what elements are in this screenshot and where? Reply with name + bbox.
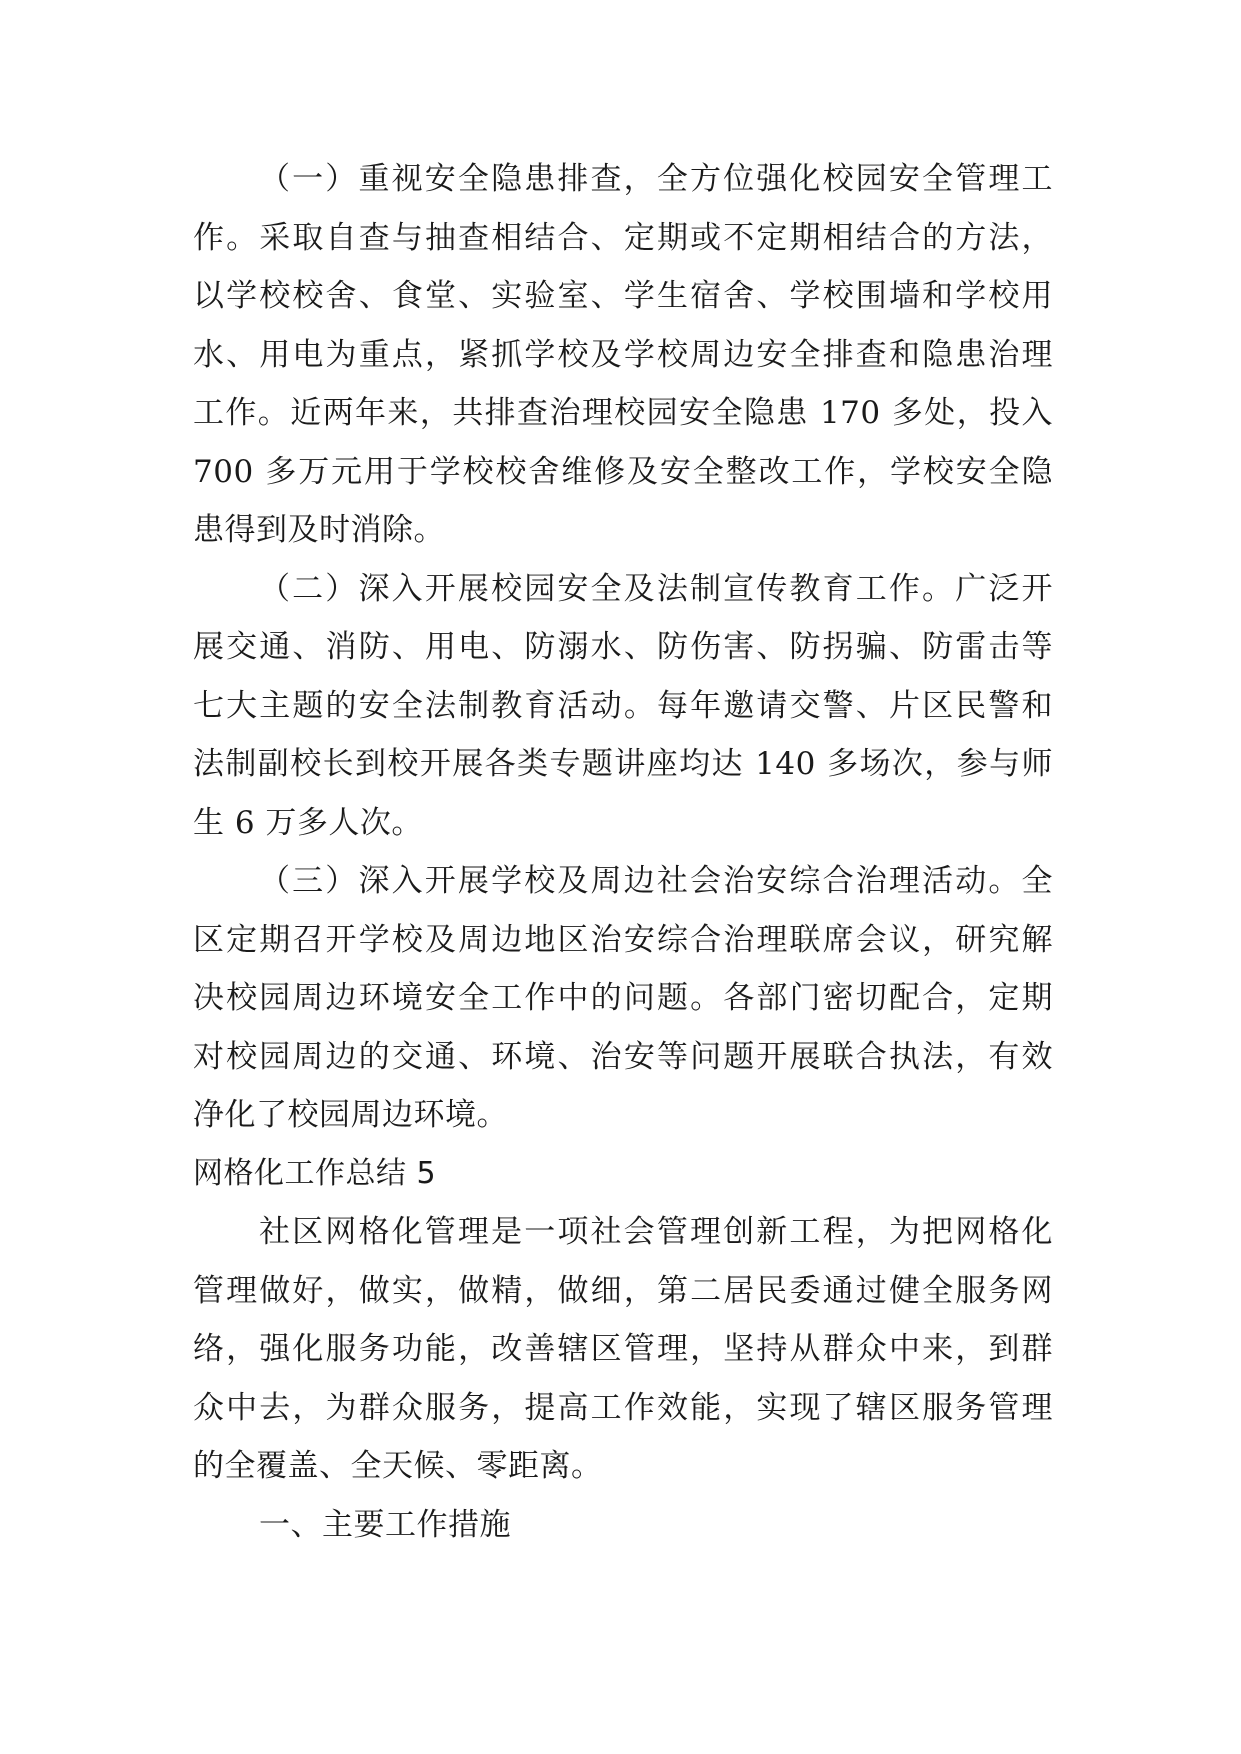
text-line: 七大主题的安全法制教育活动。每年邀请交警、片区民警和 — [193, 687, 1053, 724]
subheading: 一、主要工作措施 — [259, 1506, 511, 1543]
text-line: 净化了校园周边环境。 — [193, 1097, 508, 1133]
text-line: 工作。近两年来，共排查治理校园安全隐患 170 多处，投入 — [193, 395, 1053, 431]
text-line: 作。采取自查与抽查相结合、定期或不定期相结合的方法， — [193, 219, 1053, 256]
text-line: 众中去，为群众服务，提高工作效能，实现了辖区服务管理 — [193, 1389, 1053, 1426]
text-line: 社区网格化管理是一项社会管理创新工程，为把网格化 — [259, 1214, 1053, 1250]
paragraph-safety-inspection — [193, 150, 1053, 560]
text-line: 决校园周边环境安全工作中的问题。各部门密切配合，定期 — [193, 980, 1053, 1016]
text-line: 患得到及时消除。 — [193, 512, 445, 548]
paragraph-public-order — [193, 852, 1053, 1145]
text-line: （三）深入开展学校及周边社会治安综合治理活动。全 — [259, 863, 1053, 899]
text-line: 的全覆盖、全天候、零距离。 — [193, 1448, 603, 1484]
text-line: （一）重视安全隐患排查，全方位强化校园安全管理工 — [259, 161, 1053, 197]
text-line: 对校园周边的交通、环境、治安等问题开展联合执法，有效 — [193, 1038, 1053, 1075]
text-line: 以学校校舍、食堂、实验室、学生宿舍、学校围墙和学校用 — [193, 278, 1053, 314]
text-line: 法制副校长到校开展各类专题讲座均达 140 多场次，参与师 — [193, 746, 1053, 782]
text-line: 水、用电为重点，紧抓学校及学校周边安全排查和隐患治理 — [193, 336, 1053, 373]
text-line: 管理做好，做实，做精，做细，第二居民委通过健全服务网 — [193, 1272, 1053, 1309]
paragraph-grid-management — [193, 1203, 1053, 1496]
text-line: 展交通、消防、用电、防溺水、防伤害、防拐骗、防雷击等 — [193, 629, 1053, 665]
text-line: 络，强化服务功能，改善辖区管理，坚持从群众中来，到群 — [193, 1331, 1053, 1367]
section-heading: 网格化工作总结 5 — [193, 1155, 437, 1191]
text-line: （二）深入开展校园安全及法制宣传教育工作。广泛开 — [259, 570, 1053, 607]
text-line: 生 6 万多人次。 — [193, 804, 423, 841]
text-line: 700 多万元用于学校校舍维修及安全整改工作，学校安全隐 — [193, 453, 1053, 490]
paragraph-safety-education — [193, 560, 1053, 853]
document-page — [193, 150, 1053, 1554]
text-line: 区定期召开学校及周边地区治安综合治理联席会议，研究解 — [193, 921, 1053, 958]
